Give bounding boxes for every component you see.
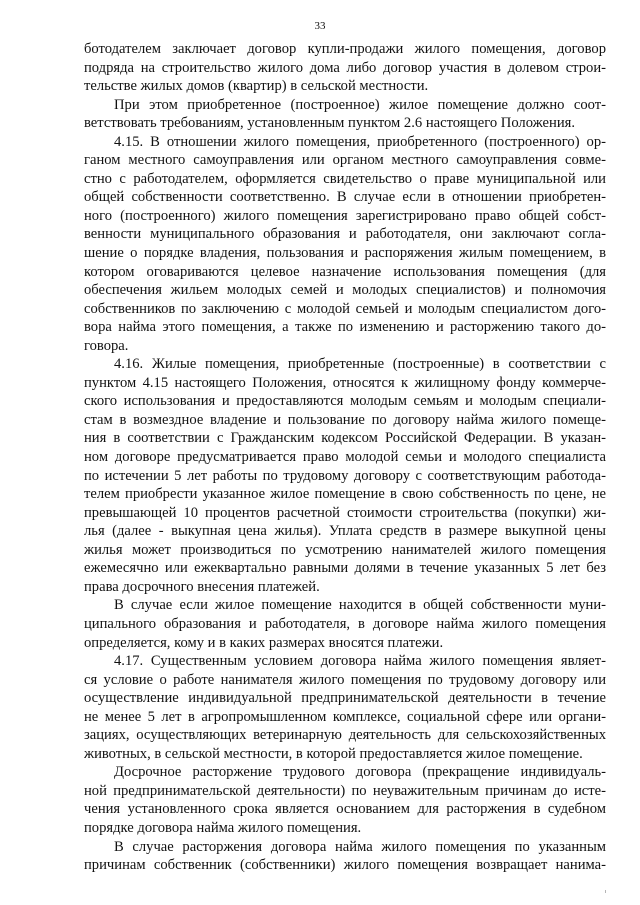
paragraph-first-line: 4.17. Существенным условием договора найма жилого помещения являет-: [114, 653, 606, 670]
text-line: ния в соответствии с Гражданским кодексом Российской Федерации. В указан-: [84, 430, 606, 447]
text-line: осуществление индивидуальной предпринимательской деятельности в течение: [84, 690, 606, 707]
text-line: собственников по заключению с молодой семьей и молодым специалистом дого-: [84, 300, 606, 317]
text-line: не менее 5 лет в агропромышленном комплексе, социальной сфере или органи-: [84, 708, 606, 725]
body-text: [84, 40, 606, 875]
paragraph-first-line: В случае расторжения договора найма жилого помещения по указанным: [114, 838, 606, 855]
text-line: зациях, осуществляющих ветеринарную деятельность для сельскохозяйственных: [84, 727, 606, 744]
text-line: права досрочного внесения платежей.: [84, 578, 320, 595]
text-line: пунктом 4.15 настоящего Положения, относятся к жилищному фонду коммерче-: [84, 374, 606, 391]
page-number: 33: [314, 20, 326, 32]
text-line: телем приобрести указанное жилое помещение в свою собственность по цене, не: [84, 486, 606, 503]
text-line: общей собственности соответственно. В случае если в отношении приобретен-: [84, 189, 606, 206]
paragraph-first-line: Досрочное расторжение трудового договора (прекращение индивидуаль-: [114, 764, 606, 781]
paragraph-first-line: При этом приобретенное (построенное) жилое помещение должно соот-: [114, 96, 606, 113]
text-line: венности муниципального образования и работодателя, они заключают согла-: [84, 226, 606, 243]
text-line: ся условие о работе нанимателя жилого помещения по трудовому договору или: [84, 671, 606, 688]
text-line: порядке договора найма жилого помещения.: [84, 819, 362, 836]
paragraph-first-line: 4.15. В отношении жилого помещения, приобретенного (построенного) ор-: [114, 133, 606, 150]
text-line: чения установленного срока является основанием для расторжения в судебном: [84, 801, 606, 818]
scan-speck: [605, 890, 606, 893]
text-line: жилья может производиться по усмотрению нанимателей жилого помещения: [84, 541, 606, 558]
text-line: подряда на строительство жилого дома либо договор участия в долевом строи-: [84, 59, 606, 76]
text-line: ского использования и предоставляются молодым семьям и молодым специали-: [84, 393, 606, 410]
text-line: стно с работодателем, оформляется свидетельство о праве муниципальной или: [84, 170, 606, 187]
text-line: ганом местного самоуправления или органом местного самоуправления совме-: [84, 152, 606, 169]
text-line: ной предпринимательской деятельности) по неуважительным причинам до исте-: [84, 782, 606, 799]
text-line: котором оговариваются целевое назначение использования помещения (для: [84, 263, 606, 280]
text-line: вора найма этого помещения, а также по изменению и расторжению такого до-: [84, 319, 606, 336]
text-line: говора.: [84, 337, 129, 354]
text-line: обеспечения жильем молодых семей и молодых специалистов) и полномочия: [84, 282, 606, 299]
text-line: ного (построенного) жилого помещения зарегистрировано право общей собст-: [84, 207, 606, 224]
text-line: шение о порядке владения, пользования и распоряжения жилым помещением, в: [84, 245, 606, 262]
text-line: превышающей 10 процентов расчетной стоимости строительства (покупки) жи-: [84, 504, 606, 521]
text-line: тельстве жилых домов (квартир) в сельской местности.: [84, 78, 429, 95]
text-line: ципального образования и работодателя, в договоре найма жилого помещения: [84, 615, 606, 632]
text-line: стам в возмездное владение и пользование по договору найма жилого помеще-: [84, 411, 606, 428]
text-line: животных, в сельской местности, в которой предоставляется жилое помещение.: [84, 745, 583, 762]
paragraph-first-line: В случае если жилое помещение находится в общей собственности муни-: [114, 597, 606, 614]
text-line: ботодателем заключает договор купли-продажи жилого помещения, договор: [84, 41, 606, 57]
text-line: ном договоре предусматривается право молодой семьи и молодого специалиста: [84, 449, 606, 466]
text-line: ветствовать требованиям, установленным пунктом 2.6 настоящего Положения.: [84, 115, 575, 132]
text-line: определяется, кому и в каких размерах вносятся платежи.: [84, 634, 444, 651]
text-line: ежемесячно или ежеквартально равными долями в течение указанных 5 лет без: [84, 560, 606, 577]
paragraph-first-line: 4.16. Жилые помещения, приобретенные (построенные) в соответствии с: [114, 356, 606, 373]
text-line: лья (далее - выкупная цена жилья). Уплата средств в размере выкупной цены: [84, 523, 606, 540]
text-line: по истечении 5 лет работы по трудовому договору с соответствующим работода-: [84, 467, 606, 484]
text-line: причинам собственник (собственники) жилого помещения возвращает нанима-: [84, 857, 606, 874]
